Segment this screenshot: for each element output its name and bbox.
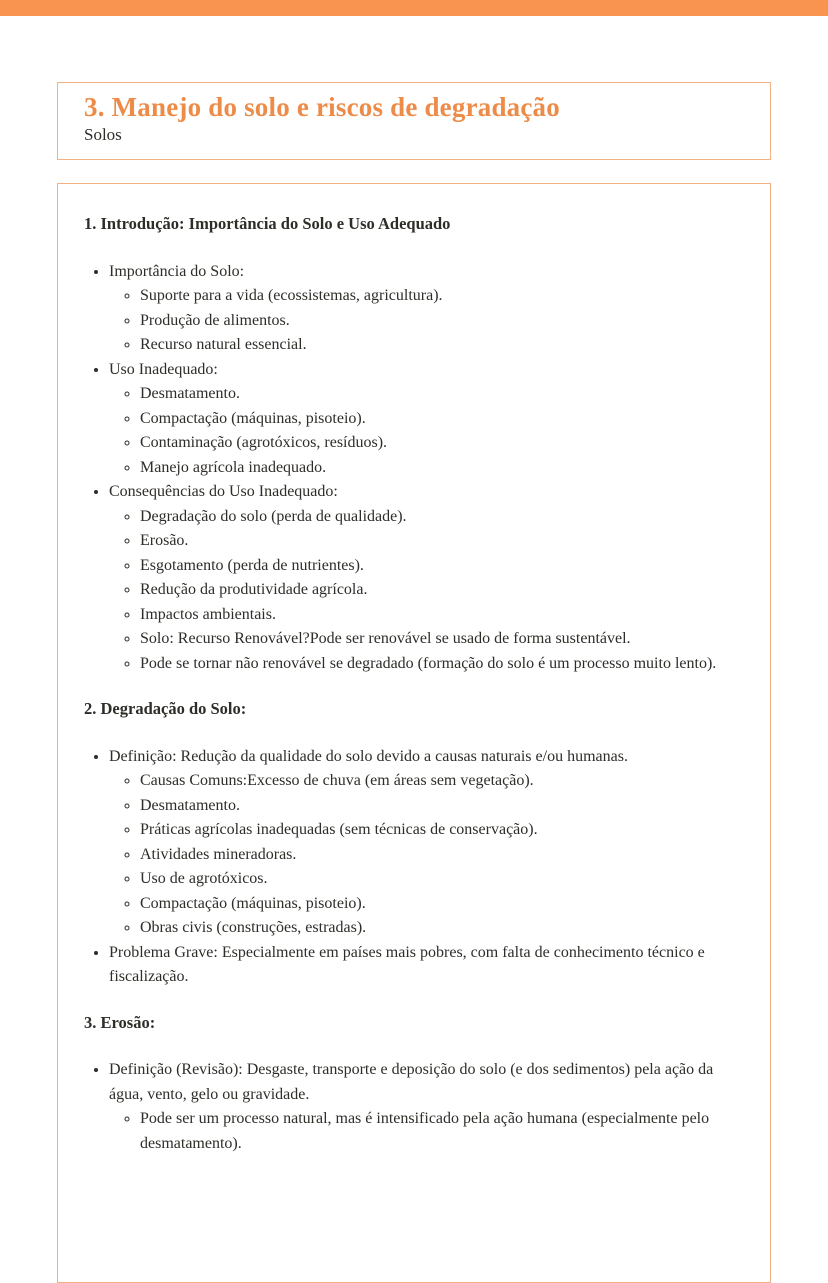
sub-list-item: ◦ Atividades mineradoras. (140, 843, 744, 868)
sub-list-item: ◦ Compactação (máquinas, pisoteio). (140, 892, 744, 917)
sub-list-item: ◦ Erosão. (140, 529, 744, 554)
bullet-list (84, 1058, 744, 1156)
sub-list-item: ◦ Desmatamento. (140, 382, 744, 407)
sub-list-item: ◦ Manejo agrícola inadequado. (140, 456, 744, 481)
page-title: 3. Manejo do solo e riscos de degradação (84, 92, 560, 122)
bullet-list (84, 745, 744, 990)
list-item: • Problema Grave: Especialmente em países mais pobres, com falta de conhecimento técnico e fiscalização. (109, 941, 744, 990)
top-accent-bar (0, 0, 828, 16)
sub-bullet-list (109, 382, 744, 480)
sub-list-item: ◦ Pode ser um processo natural, mas é intensificado pela ação humana (especialmente pelo desmatamento). (140, 1107, 744, 1156)
sub-list-item: ◦ Impactos ambientais. (140, 603, 744, 628)
sub-bullet-list (109, 1107, 744, 1156)
sub-list-item: ◦ Compactação (máquinas, pisoteio). (140, 407, 744, 432)
sub-list-item: ◦ Degradação do solo (perda de qualidade). (140, 505, 744, 530)
section-heading-2: 2. Degradação do Solo: (84, 699, 247, 718)
bullet-list (84, 260, 744, 677)
list-item: • Consequências do Uso Inadequado: ◦ Degradação do solo (perda de qualidade). ◦ Erosão. ◦ Esgotamento (perda de nutrientes). ◦ Redução da produtividade agrícola. ◦ Impactos ambientais. ◦ Solo: Recurso Renovável?Pode ser renovável se usado de forma sustentável. ◦ Pode se tornar não renovável se degradado (formação do solo é um processo muito lento). (109, 480, 744, 676)
sub-bullet-list (109, 284, 744, 358)
sub-list-item: ◦ Produção de alimentos. (140, 309, 744, 334)
list-item: • Importância do Solo: ◦ Suporte para a vida (ecossistemas, agricultura). ◦ Produção de alimentos. ◦ Recurso natural essencial. (109, 260, 744, 358)
sub-list-item: ◦ Esgotamento (perda de nutrientes). (140, 554, 744, 579)
sub-list-item: ◦ Causas Comuns:Excesso de chuva (em áreas sem vegetação). (140, 769, 744, 794)
section-heading-1: 1. Introdução: Importância do Solo e Uso Adequado (84, 214, 451, 233)
sub-list-item: ◦ Obras civis (construções, estradas). (140, 916, 744, 941)
sub-bullet-list (109, 505, 744, 677)
sub-list-item: ◦ Contaminação (agrotóxicos, resíduos). (140, 431, 744, 456)
title-card (57, 82, 771, 160)
sub-list-item: ◦ Práticas agrícolas inadequadas (sem técnicas de conservação). (140, 818, 744, 843)
content-card (57, 183, 771, 1283)
sub-list-item: ◦ Pode se tornar não renovável se degradado (formação do solo é um processo muito lento). (140, 652, 744, 677)
page-subtitle: Solos (84, 125, 122, 145)
sub-list-item: ◦ Redução da produtividade agrícola. (140, 578, 744, 603)
sub-list-item: ◦ Recurso natural essencial. (140, 333, 744, 358)
list-item: • Definição (Revisão): Desgaste, transporte e deposição do solo (e dos sedimentos) pela ação da água, vento, gelo ou gravidade. ◦ Pode ser um processo natural, mas é intensificado pela ação humana (especialmente pelo desmatamento). (109, 1058, 744, 1156)
sub-list-item: ◦ Suporte para a vida (ecossistemas, agricultura). (140, 284, 744, 309)
list-item: • Definição: Redução da qualidade do solo devido a causas naturais e/ou humanas. ◦ Causas Comuns:Excesso de chuva (em áreas sem vegetação). ◦ Desmatamento. ◦ Práticas agrícolas inadequadas (sem técnicas de conservação). ◦ Atividades mineradoras. ◦ Uso de agrotóxicos. ◦ Compactação (máquinas, pisoteio). ◦ Obras civis (construções, estradas). (109, 745, 744, 941)
section-heading-3: 3. Erosão: (84, 1012, 156, 1032)
sub-list-item: ◦ Solo: Recurso Renovável?Pode ser renovável se usado de forma sustentável. (140, 627, 744, 652)
sub-bullet-list (109, 769, 744, 941)
list-item: • Uso Inadequado: ◦ Desmatamento. ◦ Compactação (máquinas, pisoteio). ◦ Contaminação (agrotóxicos, resíduos). ◦ Manejo agrícola inadequado. (109, 358, 744, 481)
document-sections (84, 212, 744, 1156)
sub-list-item: ◦ Uso de agrotóxicos. (140, 867, 744, 892)
sub-list-item: ◦ Desmatamento. (140, 794, 744, 819)
